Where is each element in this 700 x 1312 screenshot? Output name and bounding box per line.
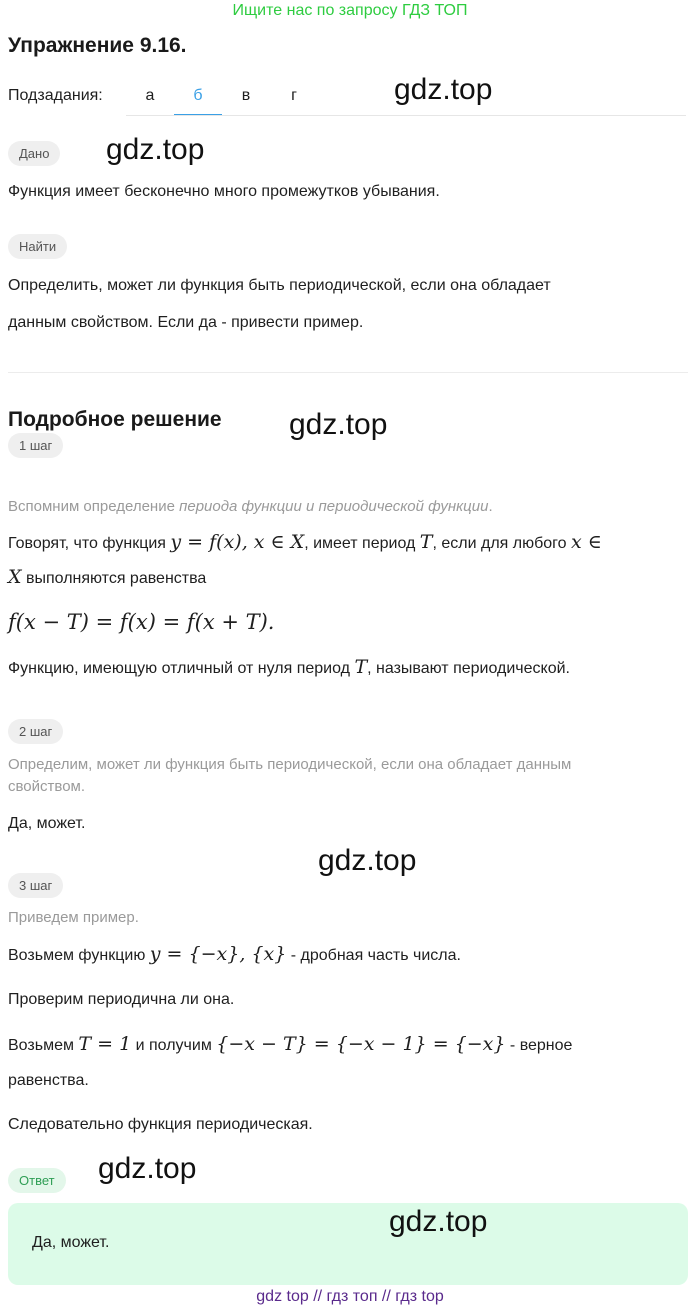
tab-a[interactable]: а	[145, 87, 155, 104]
step2-hint-line2: свойством.	[8, 778, 86, 795]
top-banner: Ищите нас по запросу ГДЗ ТОП	[232, 2, 468, 19]
watermark: gdz.top	[106, 133, 205, 166]
section-divider	[8, 372, 688, 373]
step3-function: Возьмем функцию y = {−x}, {x} - дробная часть числа.	[8, 943, 461, 965]
tab-b[interactable]: б	[174, 76, 222, 116]
step1-hint: Вспомним определение периода функции и периодической функции.	[8, 498, 493, 515]
find-text-line1: Определить, может ли функция быть периодической, если она обладает	[8, 277, 551, 294]
step1-definition-line1: Говорят, что функция y = f(x), x ∈ X, имеет период T, если для любого x ∈	[8, 531, 602, 553]
watermark: gdz.top	[289, 408, 388, 441]
subtasks-label: Подзадания:	[8, 87, 103, 104]
step1-definition-line2: X выполняются равенства	[8, 566, 207, 588]
step2-badge: 2 шаг	[8, 719, 63, 744]
given-text: Функция имеет бесконечно много промежутков убывания.	[8, 183, 440, 200]
footer-links: gdz top // гдз топ // гдз top	[256, 1288, 444, 1305]
tab-g[interactable]: г	[291, 87, 297, 104]
step1-formula: f(x − T) = f(x) = f(x + T).	[8, 610, 275, 634]
page-title: Упражнение 9.16.	[8, 34, 187, 57]
watermark: gdz.top	[394, 73, 493, 106]
answer-badge: Ответ	[8, 1168, 66, 1193]
step3-hint: Приведем пример.	[8, 909, 139, 926]
answer-text: Да, может.	[32, 1234, 110, 1251]
watermark: gdz.top	[98, 1152, 197, 1185]
tab-v[interactable]: в	[241, 87, 251, 104]
answer-box	[8, 1203, 688, 1285]
solution-heading: Подробное решение	[8, 408, 222, 431]
subtask-tabs	[126, 76, 318, 116]
step3-check: Проверим периодична ли она.	[8, 991, 235, 1008]
step3-computation: Возьмем T = 1 и получим {−x − T} = {−x − 1} = {−x} - верное	[8, 1033, 573, 1055]
watermark: gdz.top	[318, 844, 417, 877]
watermark: gdz.top	[389, 1205, 488, 1238]
step1-conclusion: Функцию, имеющую отличный от нуля период T, называют периодической.	[8, 656, 570, 678]
find-badge: Найти	[8, 234, 67, 259]
step1-badge: 1 шаг	[8, 433, 63, 458]
step3-conclusion: Следовательно функция периодическая.	[8, 1116, 313, 1133]
given-badge: Дано	[8, 141, 60, 166]
tabs-underline	[126, 115, 686, 116]
step2-text: Да, может.	[8, 815, 86, 832]
find-text-line2: данным свойством. Если да - привести пример.	[8, 314, 364, 331]
step3-badge: 3 шаг	[8, 873, 63, 898]
step2-hint-line1: Определим, может ли функция быть периодической, если она обладает данным	[8, 756, 572, 773]
step3-computation-cont: равенства.	[8, 1072, 89, 1089]
